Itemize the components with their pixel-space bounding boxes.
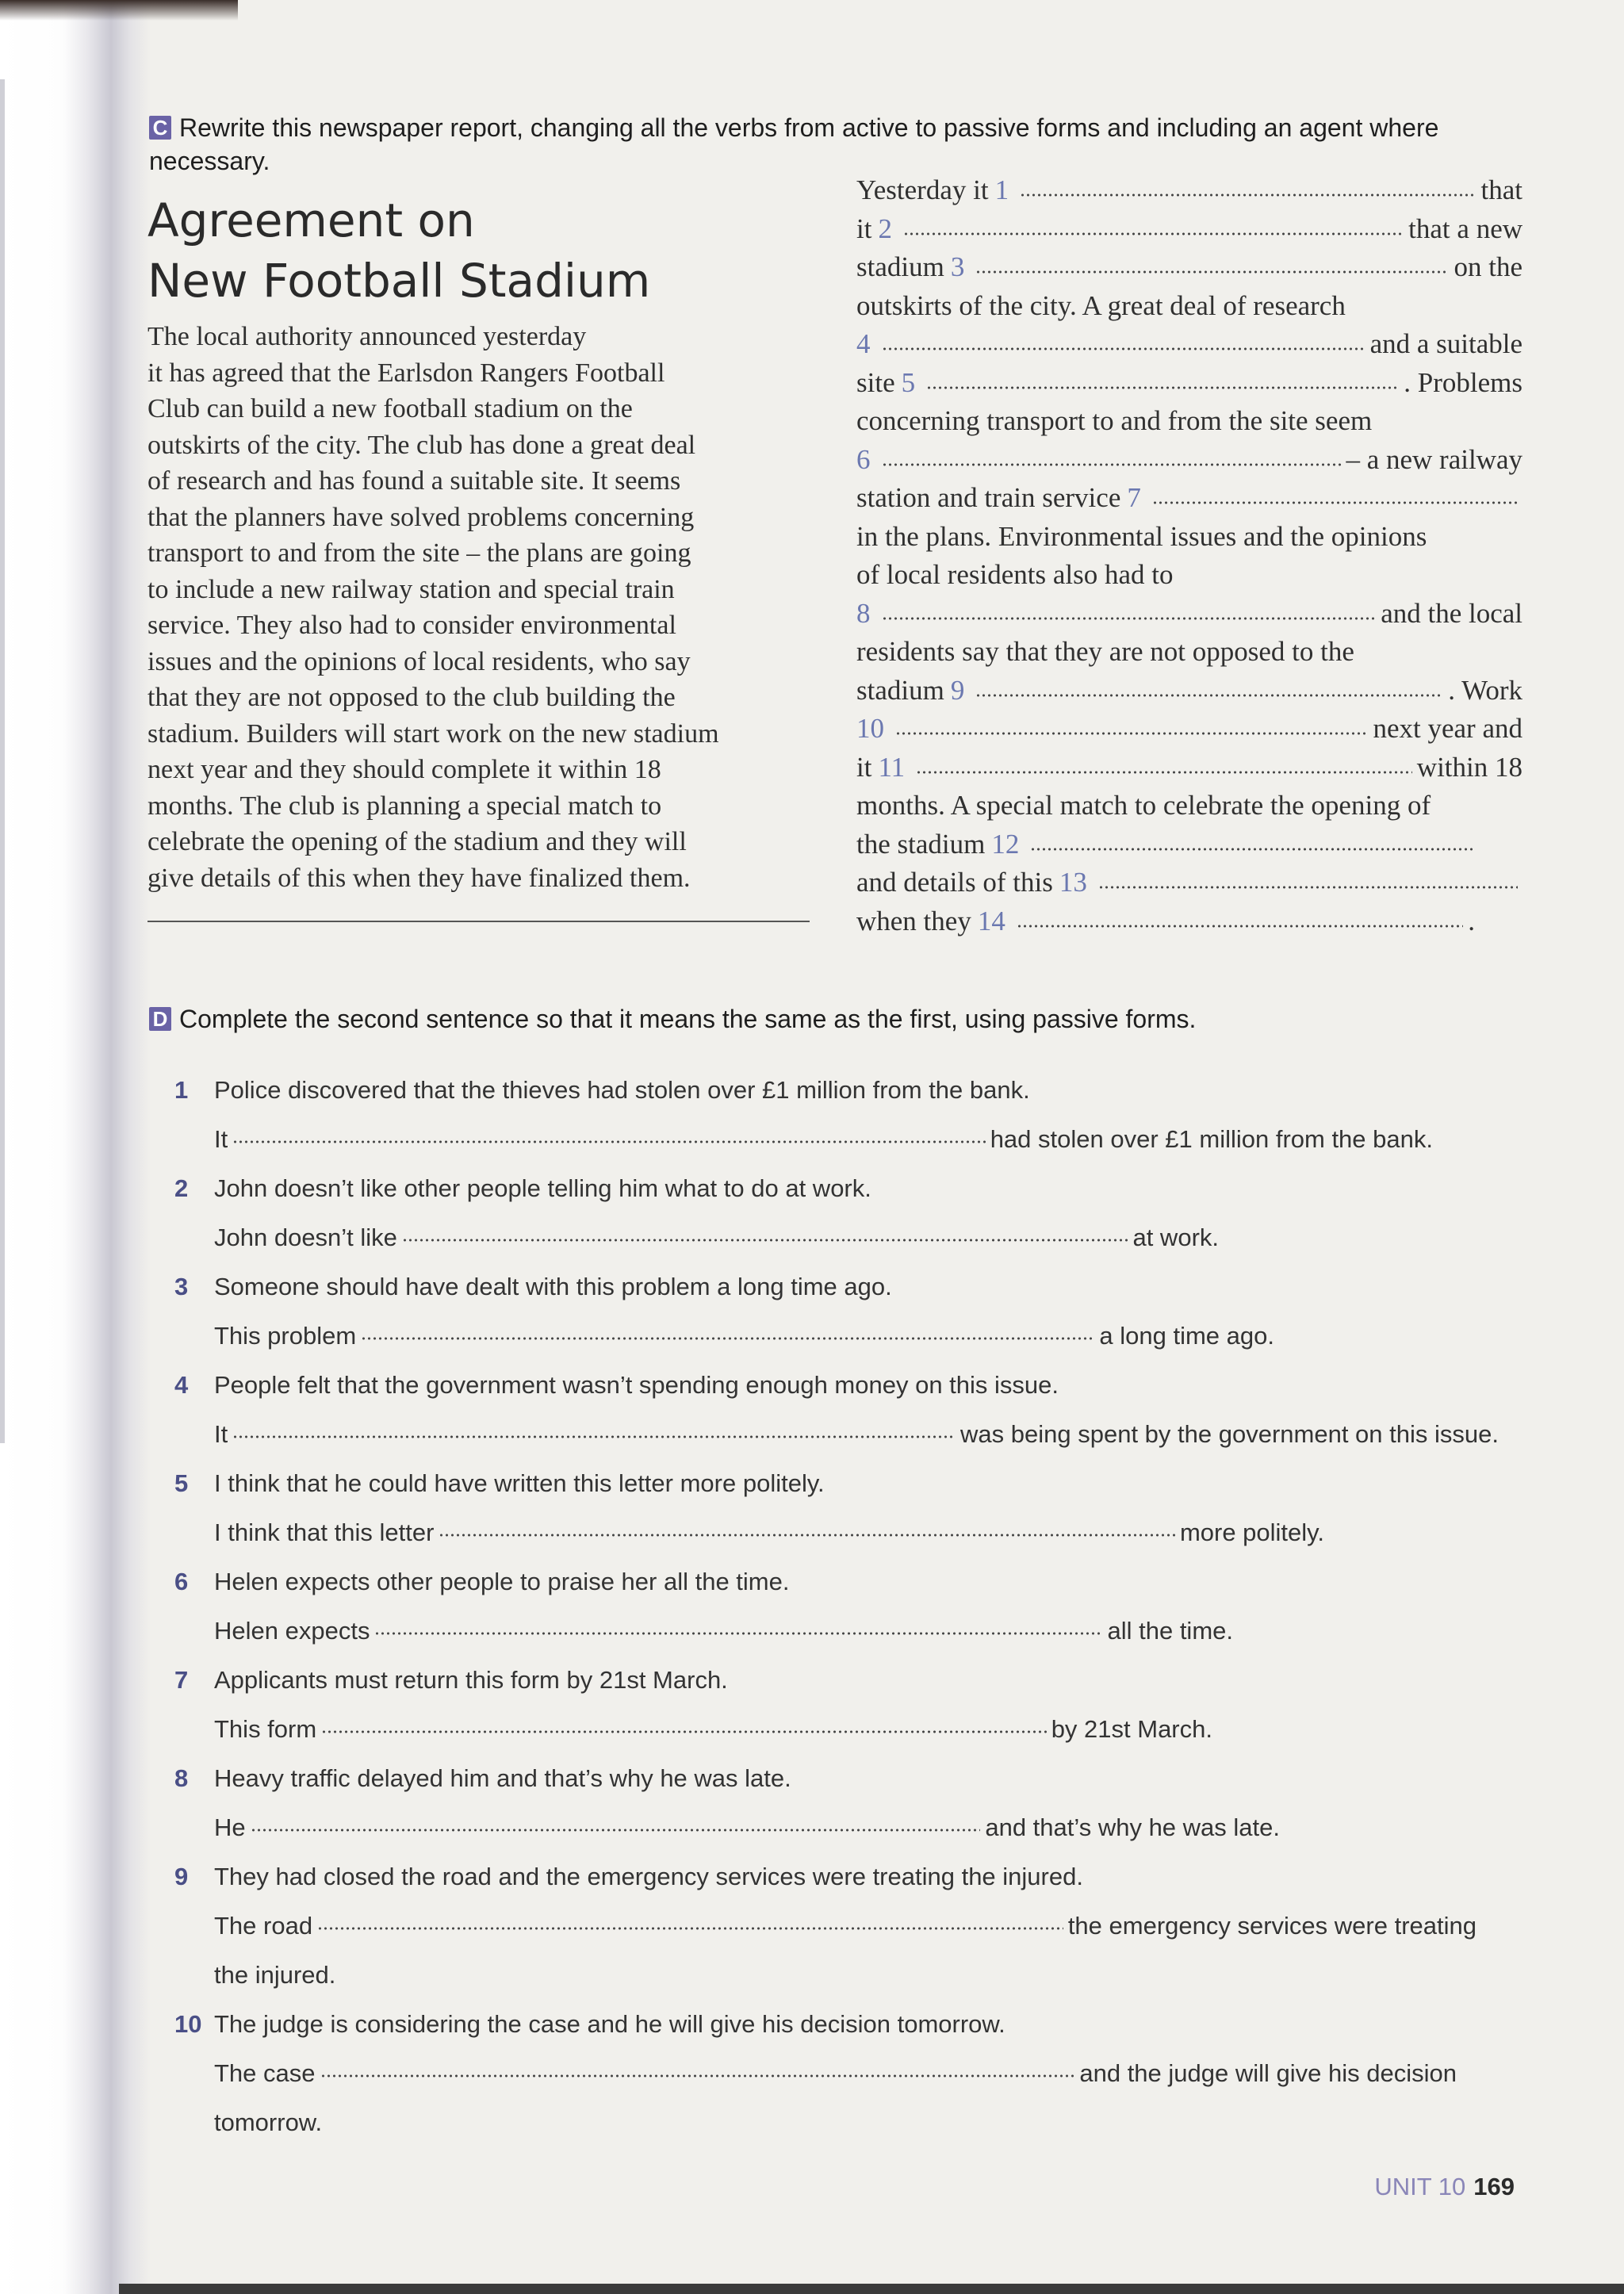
- answer-blank-2[interactable]: [903, 232, 1404, 236]
- answer-blank-1[interactable]: [1020, 193, 1476, 197]
- gap-number: 8: [856, 597, 871, 629]
- item-prompt: Heavy traffic delayed him and that’s why he was late.: [214, 1764, 791, 1792]
- item-prompt-row: [174, 1262, 1522, 1312]
- answer-blank-8[interactable]: [882, 616, 1377, 621]
- exercise-item: [174, 1459, 1522, 1557]
- answer-start: Helen expects: [214, 1617, 370, 1645]
- answer-continuation: the injured.: [214, 1961, 336, 1989]
- item-number: 8: [174, 1764, 189, 1792]
- rewrite-text: and details of this: [856, 867, 1053, 898]
- section-d-instruction: [149, 1002, 1513, 1036]
- report-line: outskirts of the city. The club has done a great deal: [147, 430, 696, 460]
- headline-line-1: Agreement on: [147, 193, 475, 247]
- item-answer-row: [174, 1508, 1522, 1557]
- rewrite-line: [856, 787, 1522, 825]
- answer-blank[interactable]: [402, 1238, 1128, 1243]
- rewrite-line: [856, 402, 1522, 441]
- rewrite-text: it: [856, 751, 872, 783]
- answer-start: This problem: [214, 1322, 357, 1350]
- report-line: service. They also had to consider environmental: [147, 611, 676, 640]
- item-answer-row: [174, 1901, 1522, 1951]
- item-number: 1: [174, 1076, 189, 1104]
- item-number: 7: [174, 1666, 189, 1694]
- item-prompt: Police discovered that the thieves had stolen over £1 million from the bank.: [214, 1076, 1030, 1104]
- report-line: issues and the opinions of local residents, who say: [147, 646, 691, 676]
- rewrite-text: concerning transport to and from the site seem: [856, 405, 1373, 436]
- answer-continuation: tomorrow.: [214, 2108, 323, 2136]
- rewrite-line: [856, 325, 1522, 364]
- report-line: that the planners have solved problems concerning: [147, 502, 695, 532]
- item-prompt-row: [174, 1361, 1522, 1410]
- gap-number: 13: [1059, 867, 1087, 898]
- gap-number: 6: [856, 443, 871, 475]
- item-number: 6: [174, 1568, 189, 1595]
- report-line: give details of this when they have finalized them.: [147, 863, 691, 893]
- rewrite-text: station and train service: [856, 482, 1121, 513]
- item-prompt: Applicants must return this form by 21st March.: [214, 1666, 728, 1694]
- rewrite-text: of local residents also had to: [856, 559, 1174, 590]
- answer-start: The case: [214, 2059, 316, 2087]
- exercise-item: [174, 1557, 1522, 1656]
- answer-blank-11[interactable]: [916, 770, 1412, 775]
- report-line: that they are not opposed to the club building the: [147, 683, 676, 712]
- rewrite-line: [856, 633, 1522, 672]
- rewrite-text: Yesterday it: [856, 174, 989, 205]
- answer-blank[interactable]: [321, 1729, 1047, 1734]
- item-number: 3: [174, 1273, 189, 1300]
- rewrite-text: that: [1480, 174, 1522, 205]
- item-prompt: Someone should have dealt with this problem a long time ago.: [214, 1273, 892, 1300]
- page-footer: [1348, 2173, 1515, 2201]
- exercise-item: [174, 1361, 1522, 1459]
- answer-start: He: [214, 1813, 246, 1841]
- gap-number: 2: [878, 213, 892, 244]
- rewrite-text: residents say that they are not opposed to the: [856, 636, 1354, 667]
- transformation-exercise: [174, 1066, 1522, 2147]
- item-prompt: Helen expects other people to praise her all the time.: [214, 1568, 790, 1595]
- item-prompt-row: [174, 2000, 1522, 2049]
- rewrite-line: [856, 556, 1522, 595]
- answer-blank[interactable]: [232, 1139, 985, 1144]
- answer-start: The road: [214, 1912, 313, 1940]
- item-answer-row: [174, 2049, 1522, 2098]
- exercise-item: [174, 1262, 1522, 1361]
- item-prompt: The judge is considering the case and he will give his decision tomorrow.: [214, 2010, 1005, 2038]
- article-headline: [147, 190, 718, 311]
- answer-blank[interactable]: [361, 1336, 1094, 1341]
- answer-end: was being spent by the government on this issue.: [960, 1420, 1499, 1448]
- report-line: of research and has found a suitable site. It seems: [147, 466, 681, 496]
- report-line: celebrate the opening of the stadium and they will: [147, 827, 687, 856]
- item-prompt: John doesn’t like other people telling him what to do at work.: [214, 1174, 871, 1202]
- exercise-item: [174, 2000, 1522, 2147]
- rewrite-text: the stadium: [856, 828, 986, 860]
- exercise-item: [174, 1164, 1522, 1262]
- answer-blank[interactable]: [232, 1434, 956, 1439]
- rewrite-line: [856, 518, 1522, 557]
- report-line: to include a new railway station and special train: [147, 574, 675, 604]
- section-d-badge: D: [149, 1007, 171, 1031]
- answer-blank-12[interactable]: [1030, 847, 1475, 852]
- answer-blank-14[interactable]: [1017, 924, 1463, 929]
- answer-end: had stolen over £1 million from the bank.: [990, 1125, 1433, 1153]
- answer-blank-5[interactable]: [926, 385, 1399, 390]
- item-answer-row: [174, 1312, 1522, 1361]
- rewrite-text: .: [1468, 905, 1475, 936]
- rewrite-text: site: [856, 366, 895, 398]
- answer-blank[interactable]: [251, 1828, 981, 1833]
- gap-number: 3: [950, 251, 965, 282]
- item-prompt-row: [174, 1557, 1522, 1607]
- item-prompt-row: [174, 1066, 1522, 1115]
- item-number: 4: [174, 1371, 189, 1399]
- item-prompt: I think that he could have written this letter more politely.: [214, 1469, 825, 1497]
- report-line: Club can build a new football stadium on the: [147, 394, 633, 423]
- rewrite-text: that a new: [1408, 213, 1522, 244]
- rewrite-text: within 18: [1416, 751, 1522, 783]
- exercise-item: [174, 1066, 1522, 1164]
- item-prompt-row: [174, 1656, 1522, 1705]
- rewrite-text: next year and: [1373, 713, 1522, 744]
- gap-number: 14: [977, 905, 1005, 936]
- answer-blank[interactable]: [317, 1926, 1063, 1931]
- answer-end: and the judge will give his decision: [1079, 2059, 1457, 2087]
- answer-blank-13[interactable]: [1098, 885, 1518, 890]
- answer-end: a long time ago.: [1099, 1322, 1274, 1350]
- rewrite-exercise: [856, 171, 1522, 940]
- answer-end: more politely.: [1179, 1518, 1324, 1546]
- report-line: transport to and from the site – the plans are going: [147, 538, 691, 568]
- item-number: 5: [174, 1469, 189, 1497]
- item-number: 9: [174, 1863, 189, 1890]
- gap-number: 7: [1127, 482, 1141, 513]
- item-prompt-row: [174, 1754, 1522, 1803]
- exercise-item: [174, 1754, 1522, 1852]
- rewrite-line: [856, 902, 1522, 941]
- unit-label: UNIT 10: [1374, 2173, 1466, 2200]
- item-number: 2: [174, 1174, 189, 1202]
- answer-end: by 21st March.: [1051, 1715, 1212, 1743]
- item-prompt-row: [174, 1459, 1522, 1508]
- answer-start: It: [214, 1125, 228, 1153]
- gap-number: 4: [856, 328, 871, 359]
- gap-number: 11: [878, 751, 906, 783]
- section-c-badge: C: [149, 116, 171, 140]
- item-number: 10: [174, 2010, 202, 2038]
- page-edge: [0, 79, 5, 1443]
- rewrite-line: [856, 248, 1522, 287]
- rewrite-line: [856, 210, 1522, 249]
- section-c-instruction: [149, 111, 1513, 178]
- answer-start: It: [214, 1420, 228, 1448]
- rewrite-text: – a new railway: [1346, 443, 1522, 475]
- answer-blank-9[interactable]: [975, 693, 1443, 698]
- report-line: months. The club is planning a special match to: [147, 791, 662, 821]
- report-divider: [147, 921, 810, 922]
- rewrite-line: [856, 287, 1522, 326]
- item-answer-row: [174, 1607, 1522, 1656]
- answer-end: the emergency services were treating: [1067, 1912, 1477, 1940]
- section-d-instruction-text: Complete the second sentence so that it means the same as the first, using passive forms.: [179, 1005, 1197, 1033]
- rewrite-line: [856, 749, 1522, 787]
- item-prompt: People felt that the government wasn’t spending enough money on this issue.: [214, 1371, 1059, 1399]
- item-prompt-row: [174, 1164, 1522, 1213]
- rewrite-text: when they: [856, 905, 971, 936]
- rewrite-line: [856, 710, 1522, 749]
- report-line: The local authority announced yesterday: [147, 322, 587, 351]
- report-line: it has agreed that the Earlsdon Rangers Football: [147, 358, 665, 388]
- rewrite-text: outskirts of the city. A great deal of research: [856, 289, 1346, 321]
- answer-blank-10[interactable]: [895, 731, 1368, 736]
- rewrite-text: stadium: [856, 674, 944, 706]
- answer-blank-3[interactable]: [975, 270, 1449, 274]
- section-c-instruction-text: Rewrite this newspaper report, changing all the verbs from active to passive forms and including an agent where necessary.: [149, 113, 1439, 175]
- rewrite-text: months. A special match to celebrate the opening of: [856, 790, 1431, 821]
- report-line: next year and they should complete it within 18: [147, 755, 661, 784]
- answer-end: at work.: [1132, 1224, 1219, 1251]
- rewrite-text: it: [856, 213, 872, 244]
- gap-number: 10: [856, 713, 884, 744]
- item-answer-row: [174, 1705, 1522, 1754]
- answer-end: all the time.: [1107, 1617, 1233, 1645]
- top-edge-shadow: [0, 0, 238, 21]
- answer-blank[interactable]: [374, 1631, 1102, 1636]
- rewrite-line: [856, 825, 1522, 864]
- rewrite-text: . Work: [1448, 674, 1522, 706]
- rewrite-text: and the local: [1381, 597, 1522, 629]
- rewrite-text: on the: [1454, 251, 1522, 282]
- answer-blank-7[interactable]: [1152, 500, 1518, 505]
- headline-line-2: New Football Stadium: [147, 254, 651, 308]
- rewrite-line: [856, 672, 1522, 710]
- item-prompt-row: [174, 1852, 1522, 1901]
- item-answer-row: [174, 1213, 1522, 1262]
- answer-blank[interactable]: [320, 2074, 1075, 2078]
- answer-blank-6[interactable]: [882, 462, 1342, 467]
- report-line: stadium. Builders will start work on the new stadium: [147, 718, 719, 749]
- rewrite-text: stadium: [856, 251, 944, 282]
- book-spine-shadow: [0, 0, 151, 2294]
- rewrite-line: [856, 364, 1522, 403]
- item-answer-row: [174, 1115, 1522, 1164]
- answer-start: John doesn’t like: [214, 1224, 397, 1251]
- gap-number: 9: [950, 674, 965, 706]
- rewrite-line: [856, 441, 1522, 480]
- answer-end: and that’s why he was late.: [985, 1813, 1280, 1841]
- exercise-item: [174, 1852, 1522, 2000]
- answer-blank-4[interactable]: [882, 347, 1365, 351]
- rewrite-text: and a suitable: [1369, 328, 1522, 359]
- answer-start: I think that this letter: [214, 1518, 435, 1546]
- item-answer-row: [174, 1803, 1522, 1852]
- newspaper-report: [147, 319, 810, 896]
- rewrite-line: [856, 171, 1522, 210]
- bottom-edge: [119, 2284, 1624, 2294]
- rewrite-line: [856, 595, 1522, 634]
- answer-start: This form: [214, 1715, 317, 1743]
- rewrite-text: . Problems: [1404, 366, 1522, 398]
- rewrite-line: [856, 864, 1522, 902]
- page-number: 169: [1473, 2173, 1515, 2200]
- exercise-item: [174, 1656, 1522, 1754]
- item-prompt: They had closed the road and the emergency services were treating the injured.: [214, 1863, 1083, 1890]
- gap-number: 1: [994, 174, 1009, 205]
- gap-number: 5: [901, 366, 916, 398]
- rewrite-line: [856, 479, 1522, 518]
- answer-blank[interactable]: [439, 1533, 1175, 1538]
- rewrite-text: in the plans. Environmental issues and the opinions: [856, 520, 1427, 552]
- gap-number: 12: [991, 828, 1020, 860]
- item-answer-row: [174, 1410, 1522, 1459]
